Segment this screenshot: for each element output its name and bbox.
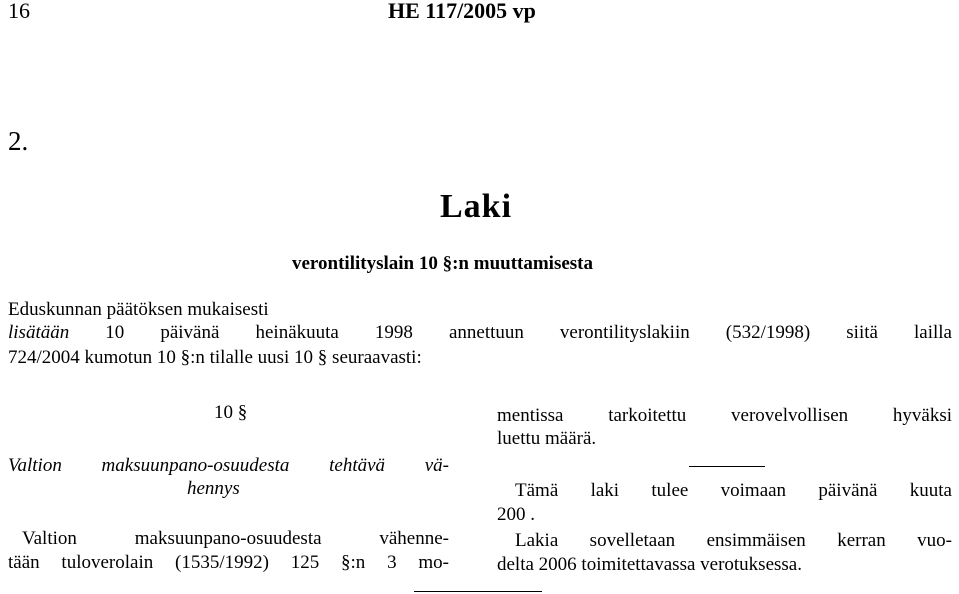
- right-column-line-2: luettu määrä.: [497, 428, 597, 449]
- section-number: 2.: [8, 126, 29, 156]
- law-subtitle: verontilityslain 10 §:n muuttamisesta: [292, 253, 594, 274]
- intro-line-1: Eduskunnan päätöksen mukaisesti: [8, 299, 269, 320]
- section-title-line-1: Valtion maksuunpano-osuudesta tehtävä vä-: [8, 455, 449, 476]
- page-number: 16: [8, 0, 30, 23]
- effective-date-line-1: Tämä laki tulee voimaan päivänä kuuta: [515, 480, 952, 501]
- right-column-line-1: mentissa tarkoitettu verovelvollisen hyväksi: [497, 405, 952, 426]
- intro-line-3: 724/2004 kumotun 10 §:n tilalle uusi 10 § seuraavasti:: [8, 347, 422, 368]
- intro-lead-word: lisätään: [8, 322, 70, 343]
- section-paragraph-line-2: tään tuloverolain (1535/1992) 125 §:n 3 mo-: [8, 552, 449, 573]
- effective-date-line-2: 200 .: [497, 504, 535, 525]
- document-id: HE 117/2005 vp: [388, 0, 536, 23]
- section-heading: 10 §: [214, 402, 248, 423]
- application-line-2: delta 2006 toimitettavassa verotuksessa.: [497, 554, 802, 575]
- divider-rule: [689, 466, 765, 467]
- section-title-line-2: hennys: [187, 478, 240, 499]
- intro-line-2: [8, 322, 952, 344]
- application-line-1: Lakia sovelletaan ensimmäisen kerran vuo-: [515, 530, 952, 551]
- law-title: Laki: [440, 188, 513, 225]
- intro-line-2-rest: 10 päivänä heinäkuuta 1998 annettuun verontilityslakiin (532/1998) siitä lailla: [69, 322, 952, 343]
- end-rule: [414, 591, 542, 592]
- section-paragraph-line-1: Valtion maksuunpano-osuudesta vähenne-: [22, 528, 449, 549]
